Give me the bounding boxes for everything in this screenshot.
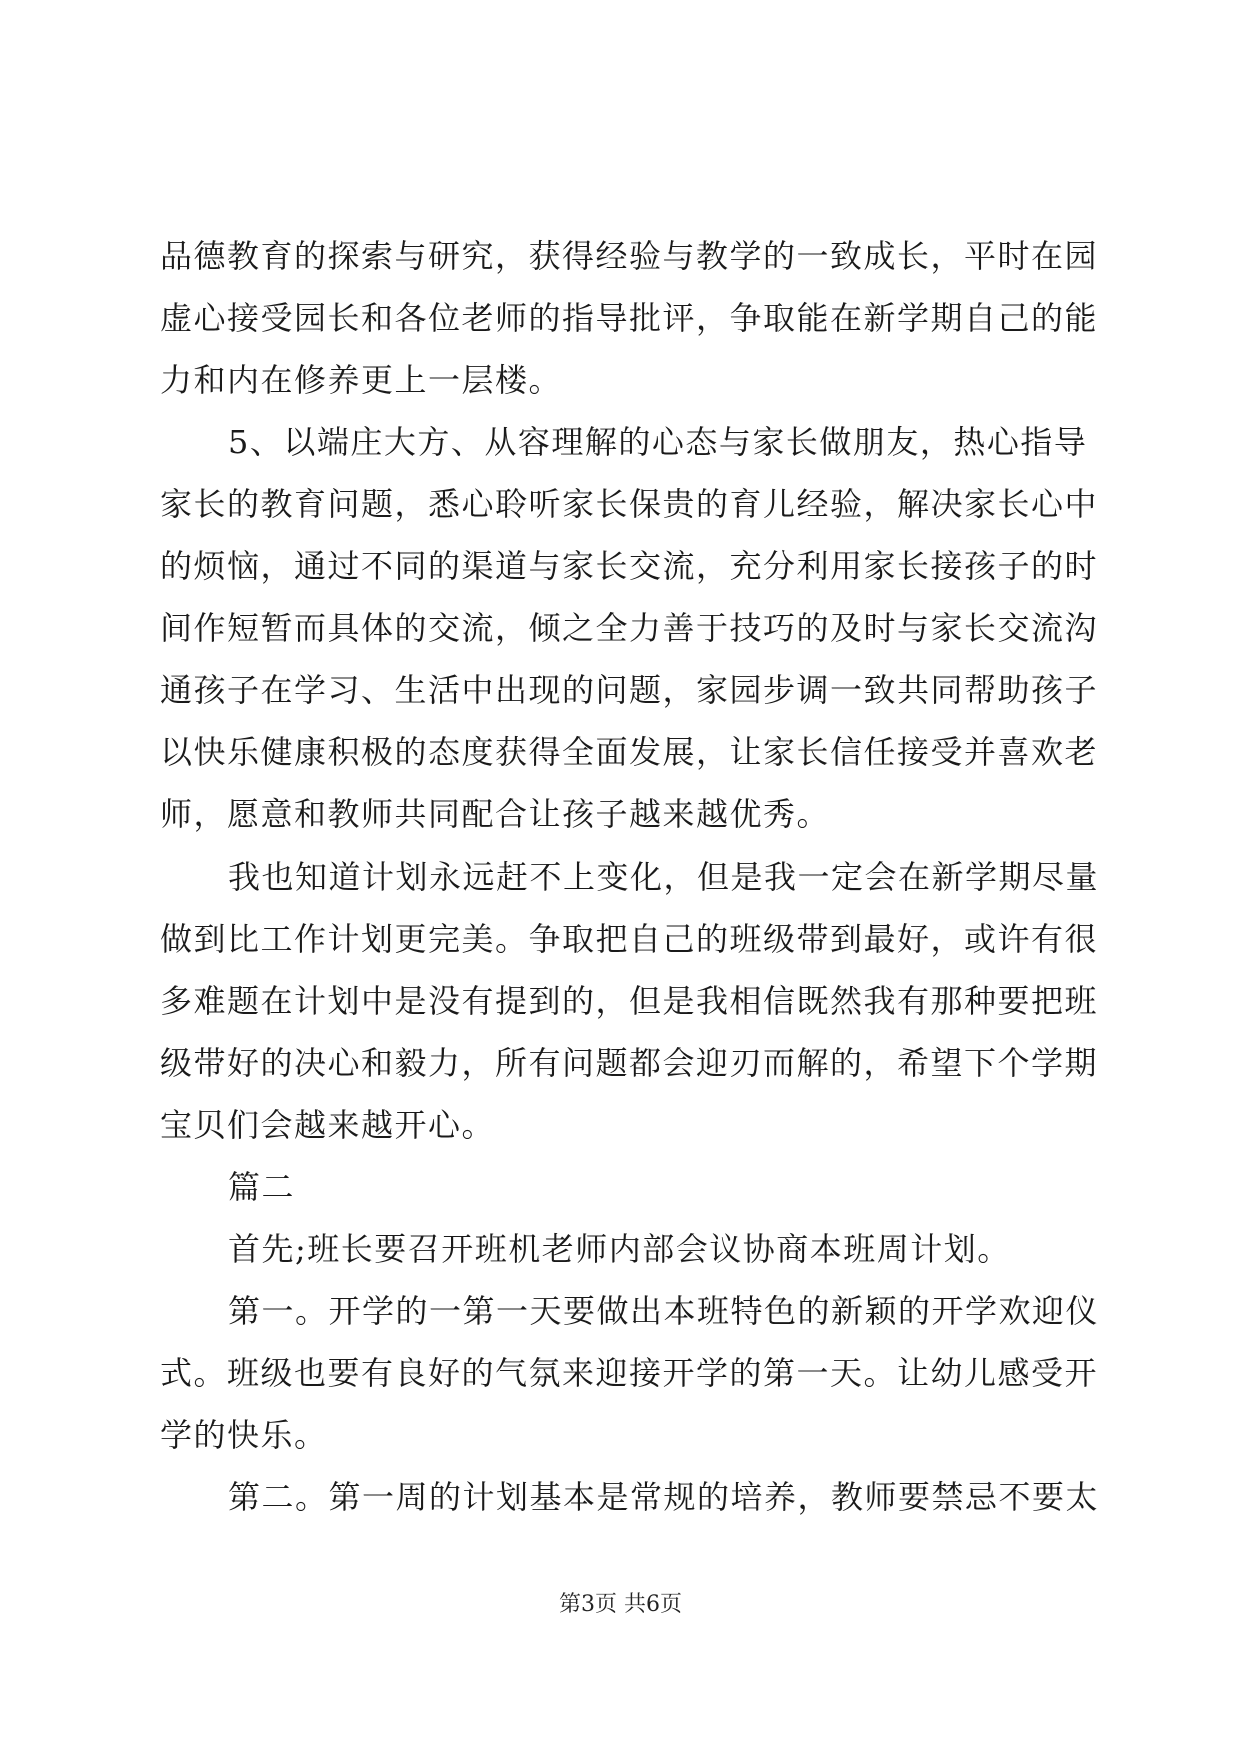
text-line: 首先;班长要召开班机老师内部会议协商本班周计划。 — [228, 1230, 1011, 1268]
text-line: 多难题在计划中是没有提到的，但是我相信既然我有那种要把班 — [160, 982, 1099, 1020]
text-line: 力和内在修养更上一层楼。 — [160, 361, 563, 399]
text-line: 虚心接受园长和各位老师的指导批评，争取能在新学期自己的能 — [160, 299, 1099, 337]
text-line: 宝贝们会越来越开心。 — [160, 1106, 496, 1144]
text-line: 间作短暂而具体的交流，倾之全力善于技巧的及时与家长交流沟 — [160, 609, 1099, 647]
text-line: 学的快乐。 — [160, 1416, 328, 1454]
page-number-footer: 第3页 共6页 — [559, 1592, 682, 1617]
text-line: 通孩子在学习、生活中出现的问题，家园步调一致共同帮助孩子 — [160, 671, 1099, 709]
text-line: 第一。开学的一第一天要做出本班特色的新颖的开学欢迎仪 — [228, 1292, 1100, 1330]
text-line: 家长的教育问题，悉心聆听家长保贵的育儿经验，解决家长心中 — [160, 485, 1099, 523]
text-line: 5、以端庄大方、从容理解的心态与家长做朋友，热心指导 — [228, 423, 1088, 461]
section-heading: 篇二 — [228, 1168, 296, 1206]
text-line: 以快乐健康积极的态度获得全面发展，让家长信任接受并喜欢老 — [160, 733, 1099, 771]
text-line: 式。班级也要有良好的气氛来迎接开学的第一天。让幼儿感受开 — [160, 1354, 1099, 1392]
text-line: 的烦恼，通过不同的渠道与家长交流，充分利用家长接孩子的时 — [160, 547, 1099, 585]
text-line: 我也知道计划永远赶不上变化，但是我一定会在新学期尽量 — [228, 858, 1100, 896]
text-line: 做到比工作计划更完美。争取把自己的班级带到最好，或许有很 — [160, 920, 1099, 958]
text-line: 师，愿意和教师共同配合让孩子越来越优秀。 — [160, 795, 831, 833]
text-line: 第二。第一周的计划基本是常规的培养，教师要禁忌不要太 — [228, 1478, 1100, 1516]
text-line: 级带好的决心和毅力，所有问题都会迎刃而解的，希望下个学期 — [160, 1044, 1099, 1082]
text-line: 品德教育的探索与研究，获得经验与教学的一致成长，平时在园 — [160, 237, 1099, 275]
